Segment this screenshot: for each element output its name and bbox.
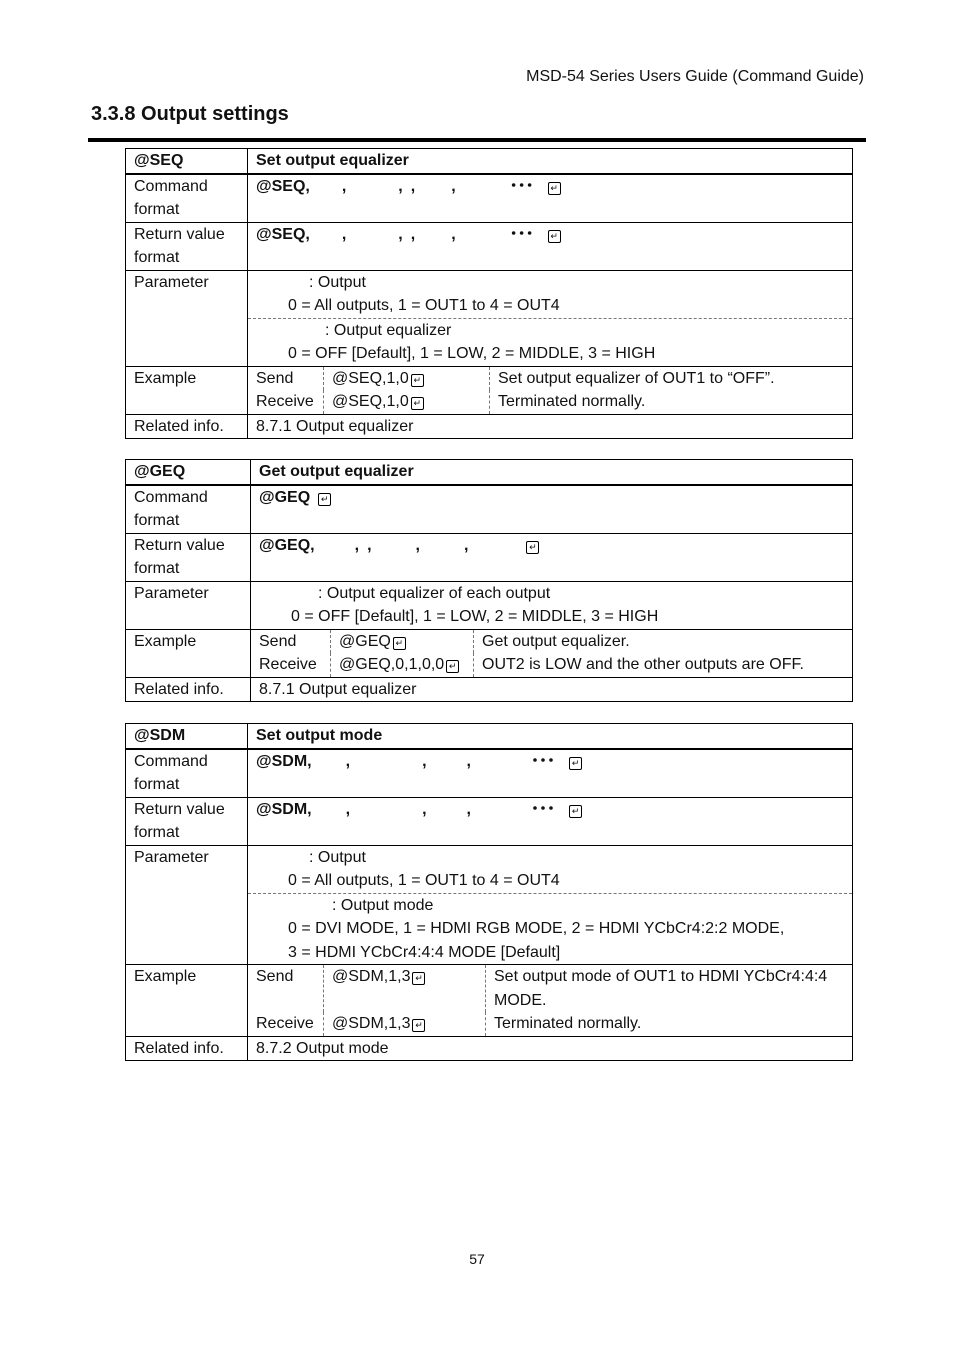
seq-example-label: Example [126,366,248,414]
geq-return-value: @GEQ, , , , , ↵ [251,533,853,581]
seq-format-value: @SEQ, , , , , ･･･ ↵ [248,174,853,223]
sdm-parameter-value: : Output 0 = All outputs, 1 = OUT1 to 4 = OUT4 : Output mode 0 = DVI MODE, 1 = HDMI RGB MODE, 2 = HDMI YCbCr4:2:2 MODE, 3 = HDMI YCbCr4:4:4 MODE [Default] [248,845,853,965]
seq-command-name: @SEQ [126,149,248,174]
sdm-command-name: @SDM [126,724,248,749]
sdm-related-label: Related info. [126,1036,248,1061]
seq-command-title: Set output equalizer [248,149,853,174]
example-receive-desc: OUT2 is LOW and the other outputs are OFF. [473,653,852,677]
return-icon: ↵ [548,182,561,195]
return-icon: ↵ [412,972,425,985]
geq-command-table [125,459,853,702]
seq-command-table [125,148,853,439]
geq-example-label: Example [126,629,251,677]
sdm-return-value: @SDM, , , , ･･･ ↵ [248,797,853,845]
sdm-example-row [126,965,853,1037]
sdm-example-label: Example [126,965,248,1037]
seq-parameter-label: Parameter [126,270,248,366]
seq-return-value: @SEQ, , , , , ･･･ ↵ [248,222,853,270]
seq-parameter-value: : Output 0 = All outputs, 1 = OUT1 to 4 = OUT4 : Output equalizer 0 = OFF [Default], 1 = LOW, 2 = MIDDLE, 3 = HIGH [248,270,853,366]
geq-parameter-label: Parameter [126,581,251,629]
seq-related-row [126,414,853,439]
geq-related-row [126,677,853,702]
sdm-related-value: 8.7.2 Output mode [248,1036,853,1061]
seq-parameter-row [126,270,853,366]
sdm-return-label: Return value format [126,797,248,845]
geq-related-label: Related info. [126,677,251,702]
geq-format-value: @GEQ ↵ [251,485,853,534]
example-send-label: Send [256,968,294,985]
example-send-desc: Set output mode of OUT1 to HDMI YCbCr4:4:4 [494,968,828,985]
return-icon: ↵ [393,637,406,650]
section-title: 3.3.8 Output settings [91,103,289,125]
page-number: 57 [469,1251,485,1267]
sdm-parameter-row [126,845,853,965]
example-send-command: @SEQ,1,0 [332,369,409,387]
example-receive-label: Receive [259,656,317,673]
example-receive-command: @SEQ,1,0 [332,393,409,410]
sdm-format-label: Command format [126,749,248,798]
geq-parameter-row [126,581,853,629]
seq-related-label: Related info. [126,414,248,439]
seq-example-value [248,366,853,414]
return-icon: ↵ [318,493,331,506]
example-receive-command: @SDM,1,3 [332,1015,411,1032]
geq-return-label: Return value format [126,533,251,581]
sdm-related-row [126,1036,853,1061]
example-send-desc: Set output equalizer of OUT1 to “OFF”. [489,367,852,391]
ellipsis: ･･･ [509,177,534,195]
sdm-parameter-label: Parameter [126,845,248,965]
return-icon: ↵ [569,805,582,818]
example-receive-label: Receive [256,393,314,410]
return-icon: ↵ [548,230,561,243]
geq-example-value [251,629,853,677]
geq-format-row [126,485,853,534]
sdm-format-row [126,749,853,798]
seq-return-label: Return value format [126,222,248,270]
example-send-command: @SDM,1,3 [332,968,411,985]
geq-command-name: @GEQ [126,460,251,485]
seq-related-value: 8.7.1 Output equalizer [248,414,853,439]
geq-header-row [126,460,853,485]
seq-format-label: Command format [126,174,248,223]
example-receive-desc: Terminated normally. [485,1012,852,1036]
sdm-command-table [125,723,853,1061]
geq-example-row [126,629,853,677]
sdm-return-row [126,797,853,845]
return-icon: ↵ [569,757,582,770]
running-header: MSD-54 Series Users Guide (Command Guide) [526,68,864,85]
example-send-desc: Get output equalizer. [473,630,852,654]
geq-format-label: Command format [126,485,251,534]
seq-header-row [126,149,853,174]
example-receive-desc: Terminated normally. [489,390,852,414]
example-send-label: Send [259,632,297,650]
return-icon: ↵ [446,660,459,673]
return-icon: ↵ [412,1019,425,1032]
geq-command-title: Get output equalizer [251,460,853,485]
return-icon: ↵ [411,374,424,387]
example-receive-label: Receive [256,1015,314,1032]
example-send-command: @GEQ [339,632,391,650]
geq-return-row [126,533,853,581]
sdm-command-title: Set output mode [248,724,853,749]
seq-example-row [126,366,853,414]
sdm-example-value [248,965,853,1037]
return-icon: ↵ [526,541,539,554]
title-rule [88,138,866,142]
seq-return-row [126,222,853,270]
example-receive-command: @GEQ,0,1,0,0 [339,656,445,673]
geq-parameter-value: : Output equalizer of each output 0 = OFF [Default], 1 = LOW, 2 = MIDDLE, 3 = HIGH [251,581,853,629]
example-send-label: Send [256,369,294,387]
seq-format-row [126,174,853,223]
sdm-header-row [126,724,853,749]
sdm-format-value: @SDM, , , , ･･･ ↵ [248,749,853,798]
geq-related-value: 8.7.1 Output equalizer [251,677,853,702]
return-icon: ↵ [411,397,424,410]
example-send-desc-cont: MODE. [494,991,547,1009]
